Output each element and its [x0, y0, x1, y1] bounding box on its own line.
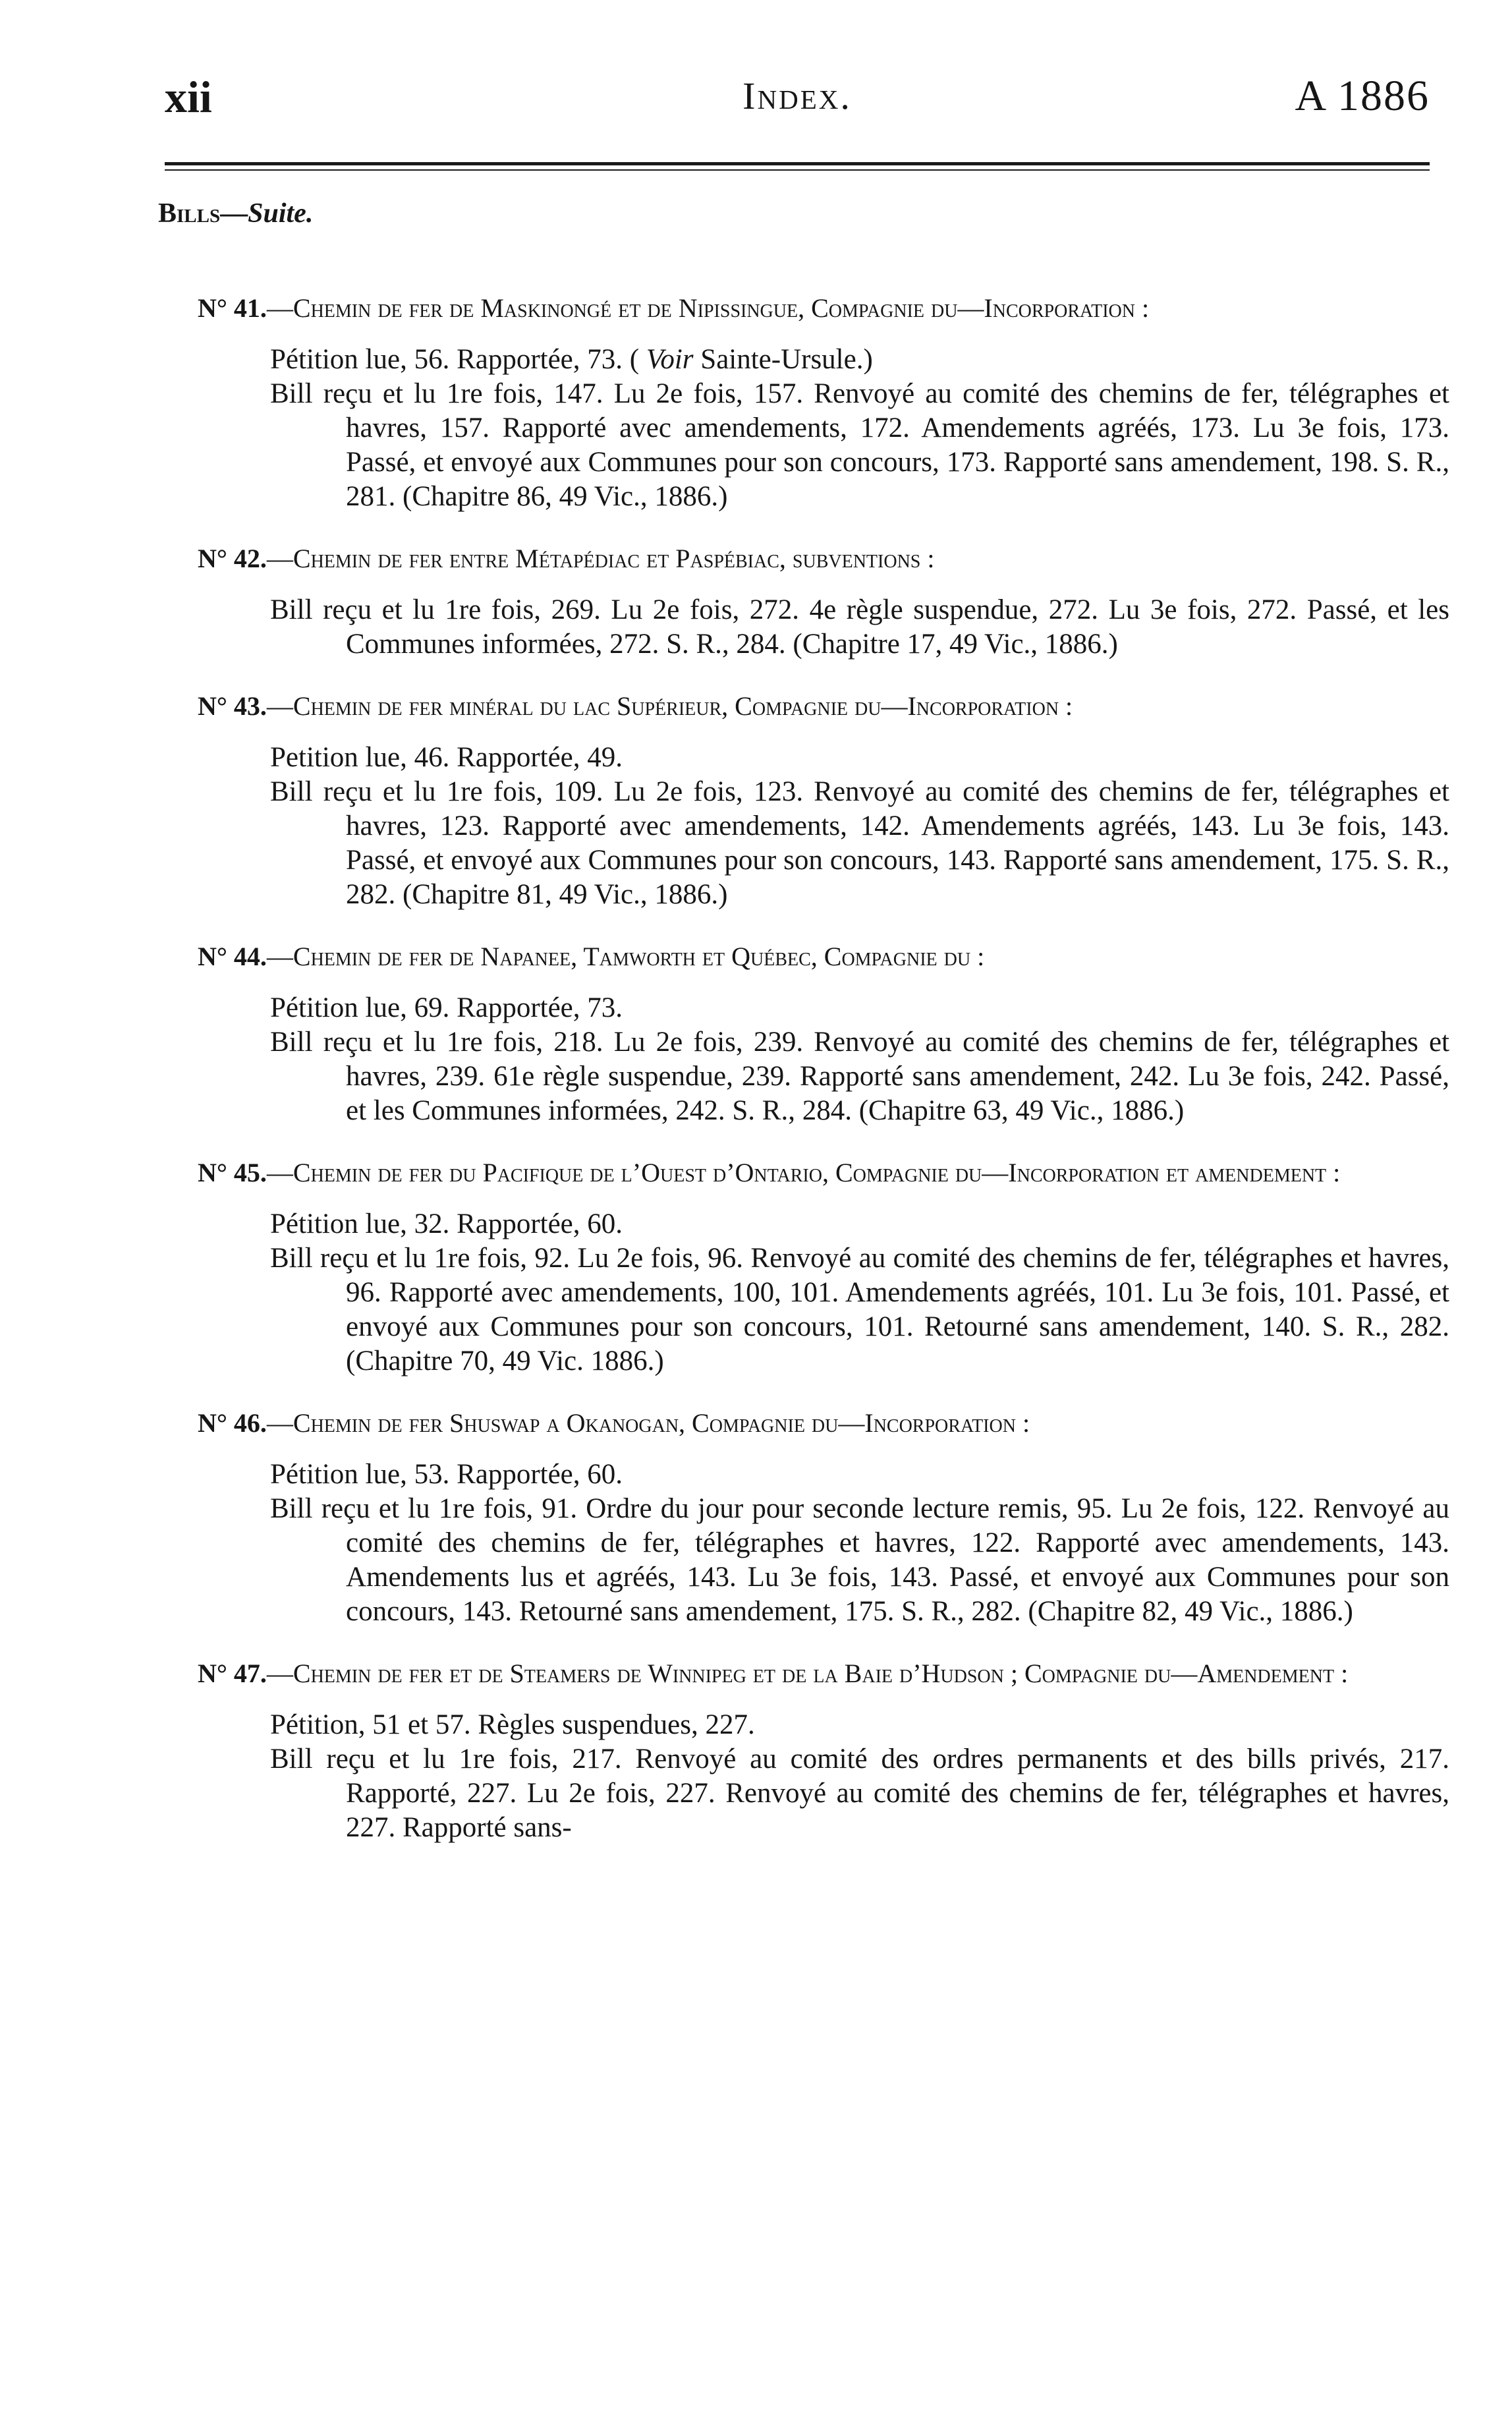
entry-title: —Chemin de fer de Napanee, Tamworth et Québec, Compagnie du : [266, 942, 985, 971]
entry-heading [198, 1405, 1449, 1442]
running-title: Index. [742, 74, 852, 117]
entry-item: Bill reçu et lu 1re fois, 109. Lu 2e fois, 123. Renvoyé au comité des chemins de fer, télégraphes et havres, 123. Rapporté avec amendements, 142. Amendements agréés, 143. Lu 3e fois, 143. Passé, et envoyé aux Communes pour son concours, 143. Rapporté sans amendement, 175. S. R., 282. (Chapitre 81, 49 Vic., 1886.) [270, 776, 1449, 910]
section-suite: Suite. [248, 198, 314, 229]
entry-heading [198, 1154, 1449, 1191]
entry-item: Bill reçu et lu 1re fois, 217. Renvoyé au comité des ordres permanents et des bills privés, 217. Rapporté, 227. Lu 2e fois, 227. Renvoyé au comité des chemins de fer, télégraphes et havres, 227. Rapporté sans- [270, 1744, 1449, 1843]
section-heading [158, 198, 313, 229]
entry-item: Petition lue, 46. Rapportée, 49. [270, 742, 623, 773]
bill-entry-44 [198, 938, 1449, 1128]
entry-item: Pétition lue, 53. Rapportée, 60. [270, 1459, 623, 1490]
session-year: A 1886 [1295, 72, 1430, 120]
page-number: xii [165, 72, 212, 122]
entry-number: N° 47. [198, 1659, 267, 1688]
entry-number: N° 42. [198, 544, 267, 573]
entry-item: Bill reçu et lu 1re fois, 218. Lu 2e fois, 239. Renvoyé au comité des chemins de fer, télégraphes et havres, 239. 61e règle suspendue, 239. Rapporté sans amendement, 242. Lu 3e fois, 242. Passé, et les Communes informées, 242. S. R., 284. (Chapitre 63, 49 Vic., 1886.) [270, 1027, 1449, 1126]
entry-title: —Chemin de fer minéral du lac Supérieur, Compagnie du—Incorporation : [266, 691, 1073, 721]
entry-item: Pétition lue, 69. Rapportée, 73. [270, 992, 623, 1023]
entry-heading [198, 938, 1449, 975]
entry-item: Bill reçu et lu 1re fois, 269. Lu 2e fois, 272. 4e règle suspendue, 272. Lu 3e fois, 272. Passé, et les Communes informées, 272. S. R., 284. (Chapitre 17, 49 Vic., 1886.) [270, 594, 1449, 660]
entry-heading [198, 1655, 1449, 1692]
entry-heading [198, 290, 1449, 327]
bill-entry-47 [198, 1655, 1449, 1845]
entry-number: N° 46. [198, 1408, 267, 1438]
entry-number: N° 44. [198, 942, 267, 971]
bill-entry-46 [198, 1405, 1449, 1629]
page-header [165, 71, 1430, 130]
entry-heading [198, 540, 1449, 577]
header-rule-thick [165, 162, 1430, 165]
section-label: Bills— [158, 198, 248, 229]
entry-title: —Chemin de fer entre Métapédiac et Paspébiac, subventions : [266, 544, 935, 573]
entry-item: Pétition lue, 56. Rapportée, 73. ( Voir Sainte-Ursule.) [270, 344, 873, 375]
entry-title: —Chemin de fer du Pacifique de l’Ouest d’Ontario, Compagnie du—Incorporation et amendement : [266, 1158, 1341, 1187]
bill-entry-45 [198, 1154, 1449, 1378]
entry-number: N° 45. [198, 1158, 267, 1187]
entry-heading [198, 688, 1449, 725]
entry-number: N° 41. [198, 293, 267, 323]
bill-entry-41 [198, 290, 1449, 514]
entry-item: Pétition lue, 32. Rapportée, 60. [270, 1208, 623, 1239]
entry-item: Bill reçu et lu 1re fois, 91. Ordre du jour pour seconde lecture remis, 95. Lu 2e fois, 122. Renvoyé au comité des chemins de fer, télégraphes et havres, 122. Rapporté avec amendements, 143. Amendements lus et agréés, 143. Lu 3e fois, 143. Passé, et envoyé aux Communes pour son concours, 143. Retourné sans amendement, 175. S. R., 282. (Chapitre 82, 49 Vic., 1886.) [270, 1493, 1449, 1627]
entry-title: —Chemin de fer et de Steamers de Winnipeg et de la Baie d’Hudson ; Compagnie du—Amendement : [266, 1659, 1349, 1688]
entry-item: Bill reçu et lu 1re fois, 147. Lu 2e fois, 157. Renvoyé au comité des chemins de fer, télégraphes et havres, 157. Rapporté avec amendements, 172. Amendements agréés, 173. Lu 3e fois, 173. Passé, et envoyé aux Communes pour son concours, 173. Rapporté sans amendement, 198. S. R., 281. (Chapitre 86, 49 Vic., 1886.) [270, 378, 1449, 512]
entry-title: —Chemin de fer Shuswap a Okanogan, Compagnie du—Incorporation : [266, 1408, 1030, 1438]
header-rule-thin [165, 169, 1430, 171]
entry-title: —Chemin de fer de Maskinongé et de Nipissingue, Compagnie du—Incorporation : [266, 293, 1150, 323]
entry-item: Pétition, 51 et 57. Règles suspendues, 227. [270, 1709, 755, 1740]
index-entries [198, 264, 1449, 1845]
bill-entry-42 [198, 540, 1449, 662]
entry-number: N° 43. [198, 691, 267, 721]
entry-item: Bill reçu et lu 1re fois, 92. Lu 2e fois, 96. Renvoyé au comité des chemins de fer, télégraphes et havres, 96. Rapporté avec amendements, 100, 101. Amendements agréés, 101. Lu 3e fois, 101. Passé, et envoyé aux Communes pour son concours, 101. Retourné sans amendement, 140. S. R., 282. (Chapitre 70, 49 Vic. 1886.) [270, 1243, 1449, 1377]
bill-entry-43 [198, 688, 1449, 912]
